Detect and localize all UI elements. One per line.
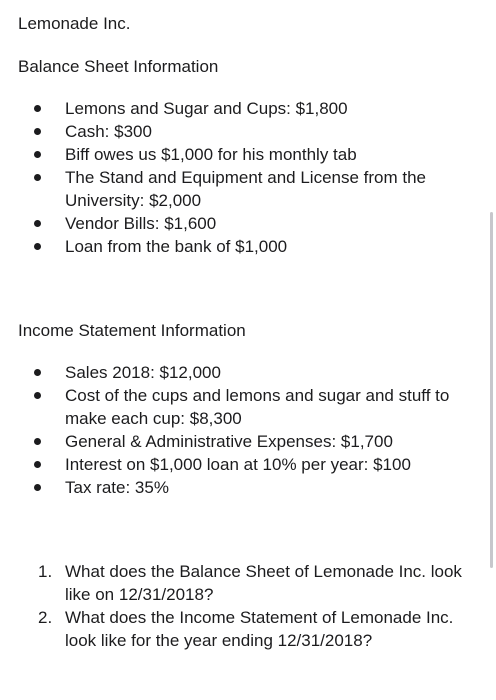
vertical-scrollbar[interactable] [490,212,493,568]
question-number: 1. [38,562,53,581]
list-item-text: The Stand and Equipment and License from the University: $2,000 [65,168,427,210]
balance-sheet-list [18,97,478,258]
list-item [18,143,478,166]
list-item-text: Tax rate: 35% [65,478,169,497]
bullet-icon [34,392,41,399]
income-statement-list [18,361,478,499]
document-title: Lemonade Inc. [18,14,131,33]
income-statement-list-block [18,361,478,499]
bullet-icon [34,484,41,491]
income-statement-heading-block [18,319,478,342]
questions-list-block [18,560,478,652]
list-item-text: Interest on $1,000 loan at 10% per year: $100 [65,455,411,474]
list-item-text: Cost of the cups and lemons and sugar and stuff to make each cup: $8,300 [65,386,450,428]
question-item [18,606,478,652]
list-item [18,361,478,384]
list-item-text: Cash: $300 [65,122,152,141]
list-item-text: Lemons and Sugar and Cups: $1,800 [65,99,348,118]
list-item [18,476,478,499]
bullet-icon [34,369,41,376]
bullet-icon [34,461,41,468]
list-item [18,453,478,476]
bullet-icon [34,105,41,112]
list-item-text: Vendor Bills: $1,600 [65,214,217,233]
balance-sheet-heading: Balance Sheet Information [18,57,219,76]
list-item-text: Loan from the bank of $1,000 [65,237,288,256]
question-text: What does the Income Statement of Lemonade Inc. look like for the year ending 12/31/2018? [65,608,454,650]
list-item [18,120,478,143]
bullet-icon [34,220,41,227]
bullet-icon [34,128,41,135]
list-item-text: General & Administrative Expenses: $1,700 [65,432,393,451]
list-item [18,384,478,430]
list-item [18,430,478,453]
list-item-text: Sales 2018: $12,000 [65,363,221,382]
income-statement-heading: Income Statement Information [18,321,246,340]
question-text: What does the Balance Sheet of Lemonade Inc. look like on 12/31/2018? [65,562,462,604]
question-item [18,560,478,606]
document-title-block [18,12,478,35]
balance-sheet-list-block [18,97,478,258]
list-item [18,166,478,212]
list-item [18,235,478,258]
list-item [18,212,478,235]
bullet-icon [34,243,41,250]
list-item-text: Biff owes us $1,000 for his monthly tab [65,145,357,164]
bullet-icon [34,174,41,181]
balance-sheet-heading-block [18,55,478,78]
bullet-icon [34,438,41,445]
list-item [18,97,478,120]
bullet-icon [34,151,41,158]
questions-list [18,560,478,652]
question-number: 2. [38,608,53,627]
